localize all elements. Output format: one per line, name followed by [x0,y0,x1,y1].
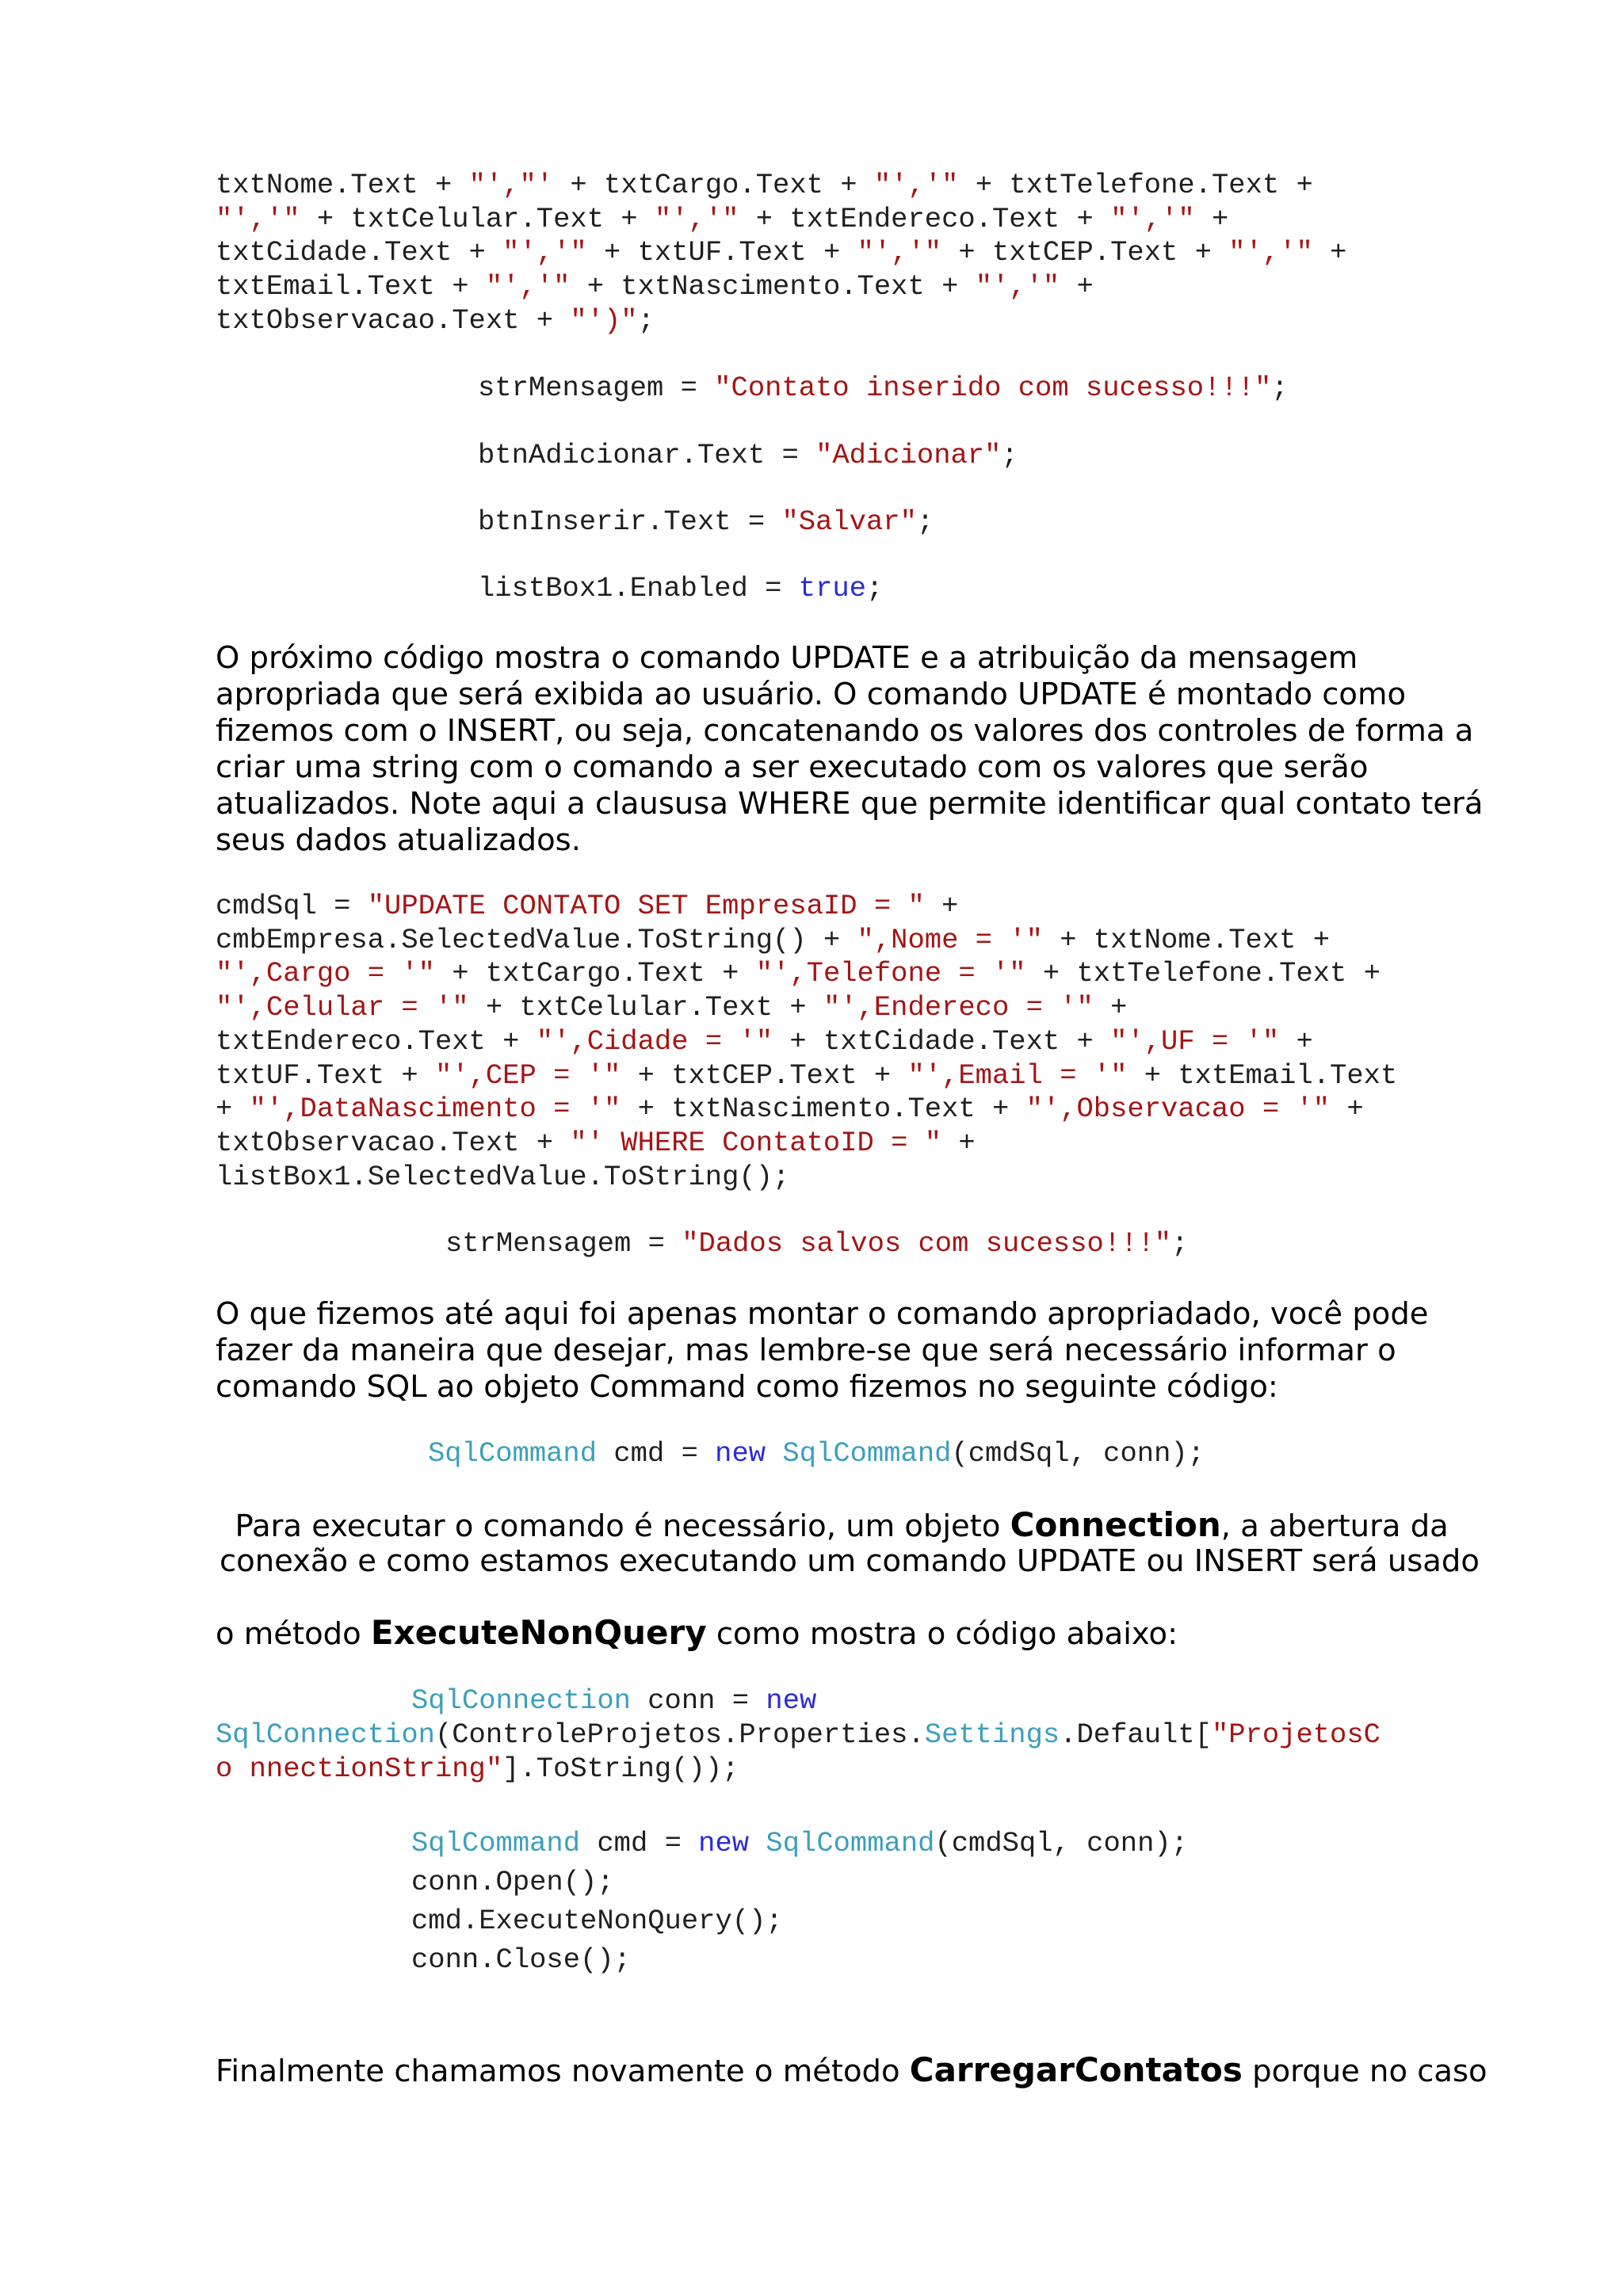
code-line [411,1827,1188,1859]
code-text: + txtNascimento.Text + [621,1093,1026,1126]
code-string: "',"' [468,169,554,201]
sqlconnection-block [216,1718,1381,1786]
code-line [216,1025,1313,1058]
code-keyword: new [715,1437,766,1470]
paragraph-line: apropriada que será exibida ao usuário. O comando UPDATE é montado como [216,677,1407,712]
sqlconnection-line-1 [411,1684,816,1718]
code-line [216,270,1094,303]
code-string: "','" [1228,236,1313,269]
code-text: strMensagem = [478,372,715,404]
code-text: (cmdSql, conn); [951,1437,1205,1470]
bold-term-executenonquery: ExecuteNonQuery [370,1613,707,1652]
code-text: + [1060,270,1094,303]
code-text: listBox1.Enabled = [478,572,799,605]
paragraph-final [216,2052,1487,2090]
code-string: "','" [1110,202,1195,235]
code-type: SqlCommand [428,1437,598,1470]
code-keyword: true [798,572,866,605]
code-line [216,991,1127,1024]
code-string: "',Cidade = '" [536,1024,773,1058]
code-text: txtEmail.Text + [216,270,486,303]
code-text: cmd = [580,1827,699,1859]
code-text: + txtTelefone.Text + [1025,957,1381,990]
code-string: "Salvar" [781,505,917,538]
code-text: + [1312,236,1347,269]
code-line [216,304,655,337]
code-text: + txtCargo.Text + [434,957,756,990]
code-line [216,236,1346,269]
code-string: "',CEP = '" [434,1058,621,1092]
paragraph-line: fazer da maneira que desejar, mas lembre-se que será necessário informar o [216,1333,1396,1368]
code-keyword: new [698,1827,750,1859]
code-text: ; [1001,439,1018,471]
code-string: "',DataNascimento = '" [249,1093,621,1126]
code-string: "',Endereco = '" [823,991,1094,1024]
code-string: "Contato inserido com sucesso!!!" [714,372,1272,404]
code-string: "Adicionar" [815,439,1002,471]
bold-term-carregarcontatos: CarregarContatos [909,2050,1243,2089]
mensagem-update-line [445,1227,1188,1261]
paragraph-text: , a abertura da [1220,1508,1449,1544]
code-text: + [1279,1024,1313,1058]
code-text: + txtCEP.Text + [621,1058,908,1092]
paragraph-text: Finalmente chamamos novamente o método [216,2054,910,2089]
code-text: + txtCelular.Text + [300,202,655,235]
paragraph-line: fizemos com o INSERT, ou seja, concatenando os valores dos controles de forma a [216,713,1474,749]
code-string: "','" [502,236,587,269]
paragraph-line: O próximo código mostra o comando UPDATE e a atribuição da mensagem [216,640,1358,676]
code-string: "','" [857,236,942,269]
code-string: "',Celular = '" [216,991,469,1024]
code-string: "',Cargo = '" [216,957,435,990]
code-text: + txtEndereco.Text + [739,202,1111,235]
paragraph-line: conexão e como estamos executando um comando UPDATE ou INSERT será usado [220,1543,1480,1579]
code-line [216,890,958,922]
paragraph-line: O que fizemos até aqui foi apenas montar o comando apropriadado, você pode [216,1296,1429,1332]
code-text: cmbEmpresa.SelectedValue.ToString() + [216,923,857,956]
paragraph-line: criar uma string com o comando a ser executado com os valores que serão [216,749,1369,785]
code-type: Settings [924,1718,1060,1751]
code-text: ; [866,572,884,605]
paragraph-text: o método [216,1616,371,1652]
code-text: cmdSql = [216,890,368,922]
code-text: (ControleProjetos.Properties. [434,1718,925,1751]
code-string: "','" [873,169,959,201]
code-type: SqlCommand [766,1827,935,1859]
code-string: o nnectionString" [216,1752,503,1785]
paragraph-line: atualizados. Note aqui a claususa WHERE que permite identificar qual contato terá [216,786,1484,822]
code-text: + [1194,202,1229,235]
btn-inserir-line [478,505,934,540]
code-text: + txtTelefone.Text + [958,169,1313,201]
code-text: ; [1271,372,1289,404]
code-line [216,1093,1364,1125]
code-line: conn.Open(); [411,1866,614,1898]
code-text: .Default[ [1060,1718,1212,1751]
code-string: "UPDATE CONTATO SET EmpresaID = " [367,890,925,922]
code-text: txtObservacao.Text + [216,1126,571,1159]
sqlcommand-line [428,1437,1205,1471]
btn-adicionar-line [478,439,1018,473]
code-line [216,924,1330,956]
code-text: txtEndereco.Text + [216,1024,537,1058]
code-text: cmd = [597,1437,716,1470]
code-type: SqlCommand [782,1437,952,1470]
code-text: + [1093,991,1128,1024]
code-string: "',Observacao = '" [1025,1093,1331,1126]
code-text: + [1330,1093,1364,1126]
code-string: "','" [654,202,739,235]
code-text [766,1437,782,1470]
bold-term-connection: Connection [1010,1505,1221,1544]
code-text: + txtEmail.Text [1127,1058,1398,1092]
code-line: conn.Close(); [411,1943,631,1976]
code-text: + txtCidade.Text + [773,1024,1111,1058]
code-text: btnInserir.Text = [478,505,782,538]
code-text: txtUF.Text + [216,1058,435,1092]
code-text: txtNome.Text + [216,169,469,201]
code-text: + txtUF.Text + [586,236,857,269]
paragraph-text: porque no caso [1242,2054,1487,2089]
code-text: ; [916,505,934,538]
update-code-block [216,890,1397,1194]
code-string: "ProjetosC [1211,1718,1381,1751]
code-text: txtCidade.Text + [216,236,503,269]
code-string: "' WHERE ContatoID = " [570,1126,942,1159]
code-string: "','" [975,270,1060,303]
code-line [216,1753,739,1785]
paragraph-text: Para executar o comando é necessário, um objeto [216,1508,1010,1544]
code-text: + [924,890,959,922]
code-string: "',Email = '" [907,1058,1128,1092]
code-text: + txtCelular.Text + [468,991,823,1024]
code-string: "',UF = '" [1110,1024,1280,1058]
code-string: "')" [570,303,638,337]
code-string: "','" [485,270,571,303]
code-line [216,1059,1397,1092]
code-text: btnAdicionar.Text = [478,439,816,471]
code-line [216,957,1381,990]
paragraph-connection-line-2 [220,1543,1480,1580]
code-string: "Dados salvos com sucesso!!!" [682,1227,1172,1260]
listbox-enabled-line [478,572,883,606]
code-text: + txtCEP.Text + [941,236,1229,269]
paragraph-connection-line-3 [216,1615,1178,1653]
paragraph-line: seus dados atualizados. [216,822,581,858]
code-text: ].ToString()); [502,1752,739,1785]
paragraph-command-intro [216,1296,1428,1405]
mensagem-insert-line [478,372,1289,406]
paragraph-text: como mostra o código abaixo: [706,1616,1178,1652]
code-string: "','" [216,202,300,235]
code-type: SqlConnection [216,1718,435,1751]
code-line [216,169,1313,201]
code-text: listBox1.SelectedValue.ToString(); [216,1160,790,1193]
code-text: + [941,1126,976,1159]
code-type: SqlCommand [411,1827,581,1859]
code-line [216,1718,1381,1751]
paragraph-update-intro [216,640,1483,859]
code-text: ; [1171,1227,1189,1260]
paragraph-connection-line-1 [216,1507,1449,1545]
code-text: txtObservacao.Text + [216,303,571,337]
code-type: SqlConnection [411,1684,631,1717]
code-string: "',Telefone = '" [755,957,1026,990]
code-text: + txtNascimento.Text + [570,270,976,303]
code-text: + txtNome.Text + [1042,923,1331,956]
code-string: ",Nome = '" [857,923,1043,956]
execute-block [411,1824,1188,1979]
code-text: + txtCargo.Text + [553,169,874,201]
code-text [749,1827,766,1859]
code-text: (cmdSql, conn); [934,1827,1189,1859]
paragraph-line: comando SQL ao objeto Command como fizemos no seguinte código: [216,1369,1278,1405]
code-text: + [216,1093,250,1126]
code-text: ; [637,303,655,337]
code-line [216,1161,789,1193]
code-line [216,1127,976,1159]
code-keyword: new [766,1684,817,1717]
code-line [216,203,1228,235]
insert-code-block [216,169,1346,338]
code-text: strMensagem = [445,1227,682,1260]
code-text: conn = [630,1684,766,1717]
code-line: cmd.ExecuteNonQuery(); [411,1905,783,1937]
